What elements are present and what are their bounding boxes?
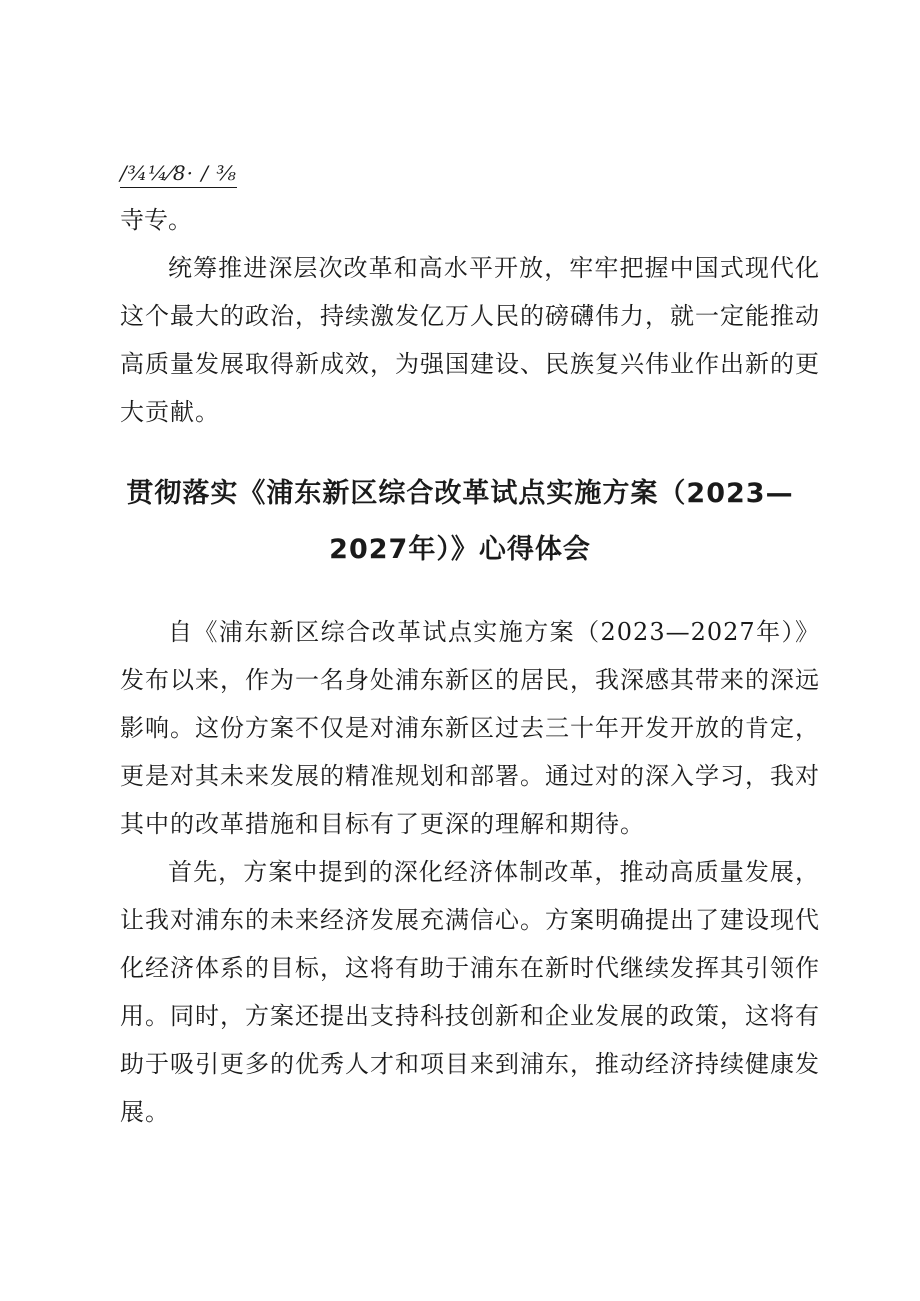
article-body	[120, 608, 820, 1136]
trailing-text-fragment: 寺专。	[120, 206, 192, 234]
intro-paragraph: 统筹推进深层次改革和高水平开放，牢牢把握中国式现代化这个最大的政治，持续激发亿万人民的磅礴伟力，就一定能推动高质量发展取得新成效，为强国建设、民族复兴伟业作出新的更大贡献。	[120, 254, 820, 426]
body-paragraph-2: 首先，方案中提到的深化经济体制改革，推动高质量发展，让我对浦东的未来经济发展充满信心。方案明确提出了建设现代化经济体系的目标，这将有助于浦东在新时代继续发挥其引领作用。同时，方案还提出支持科技创新和企业发展的政策，这将有助于吸引更多的优秀人才和项目来到浦东，推动经济持续健康发展。	[120, 858, 820, 1126]
article-title: 贯彻落实《浦东新区综合改革试点实施方案（2023—2027年）》心得体会	[126, 478, 794, 565]
body-paragraph-1: 自《浦东新区综合改革试点实施方案（2023—2027年）》发布以来，作为一名身处浦东新区的居民，我深感其带来的深远影响。这份方案不仅是对浦东新区过去三十年开发开放的肯定，更是对其未来发展的精准规划和部署。通过对的深入学习，我对其中的改革措施和目标有了更深的理解和期待。	[120, 618, 820, 838]
intro-paragraph-block	[120, 244, 820, 436]
garbled-header-fragment: /¾¼⁄8· / ⅜	[120, 160, 237, 188]
